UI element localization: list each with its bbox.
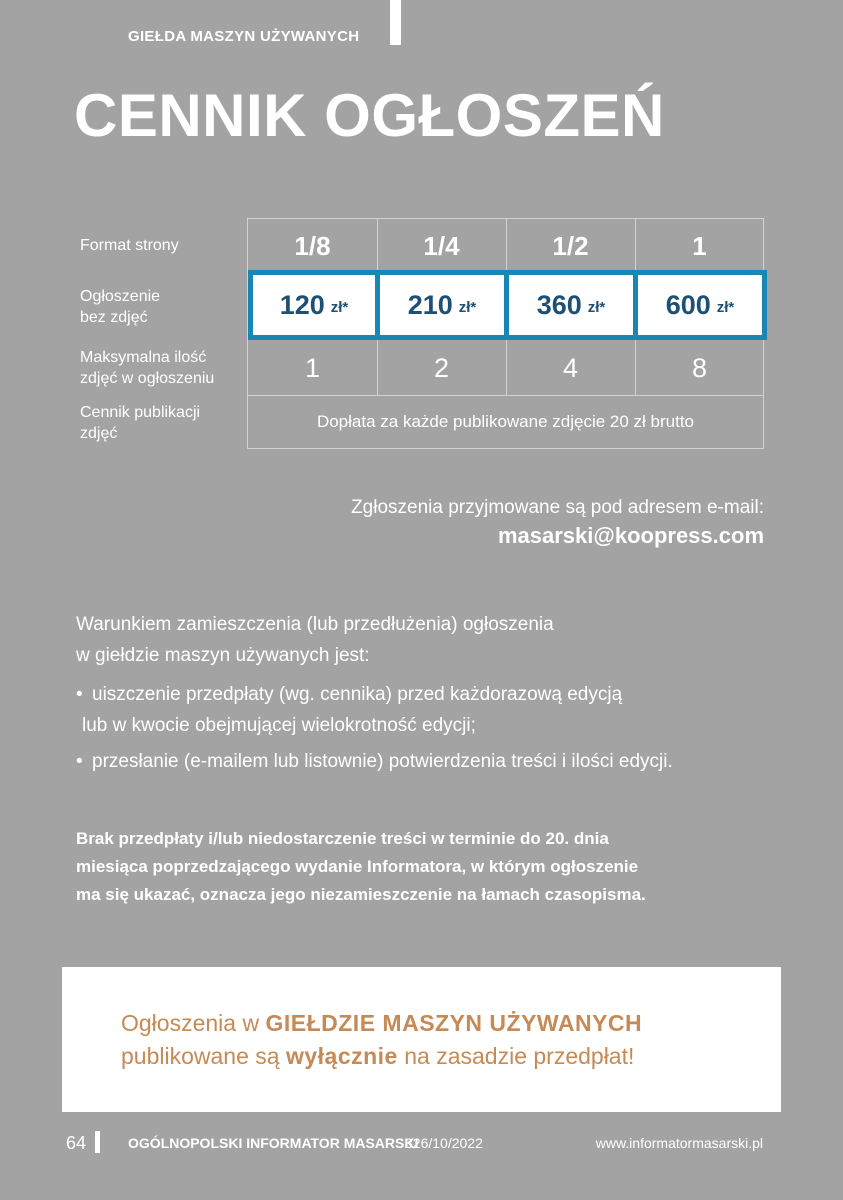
website-link[interactable]: www.informatormasarski.pl (595, 1135, 763, 1151)
photos-cell-1-4: 2 (433, 352, 450, 383)
bullet-2-text: przesłanie (e-mailem lub listownie) potwierdzenia treści i ilości edycji. (92, 751, 673, 772)
page-title: CENNIK OGŁOSZEŃ (74, 82, 665, 149)
photo-surcharge: Dopłata za każde publikowane zdjęcie 20 zł brutto (316, 411, 695, 431)
magazine-name: OGÓLNOPOLSKI INFORMATOR MASARSKI (128, 1135, 419, 1151)
photos-cell-1-8: 1 (304, 352, 321, 383)
issue-number: 326/10/2022 (405, 1135, 483, 1151)
warning-line3: ma się ukazać, oznacza jego niezamieszczenie na łamach czasopisma. (76, 885, 646, 904)
bullet-1-line2: lub w kwocie obejmującej wielokrotność edycji; (82, 715, 476, 736)
price-value: 120 (279, 289, 325, 320)
price-box-1-4 (375, 270, 509, 340)
section-label: GIEŁDA MASZYN UŻYWANYCH (128, 28, 360, 45)
price-currency: zł* (587, 298, 606, 316)
photos-cell-1: 8 (691, 352, 708, 383)
row-label-photos (80, 347, 214, 389)
contact-email[interactable]: masarski@koopress.com (497, 523, 764, 548)
conditions-intro (76, 609, 554, 671)
format-cell-1-2: 1/2 (552, 230, 589, 261)
prepayment-notice (62, 967, 781, 1112)
price-box-1-8 (248, 270, 380, 340)
notice-highlight1: GIEŁDZIE MASZYN UŻYWANYCH (265, 1010, 643, 1036)
price-value: 600 (665, 289, 711, 320)
price-currency: zł* (458, 298, 477, 316)
row-label-photo-price (80, 402, 200, 444)
row-label-price-line1: Ogłoszenie (80, 288, 161, 305)
price-box-1-2 (504, 270, 638, 340)
row-label-photos-line1: Maksymalna ilość (80, 349, 207, 366)
price-currency: zł* (716, 298, 735, 316)
price-currency: zł* (330, 298, 349, 316)
row-label-photos-line2: zdjęć w ogłoszeniu (80, 370, 215, 387)
conditions-bullet-1 (76, 679, 622, 741)
conditions-bullet-2 (76, 746, 673, 777)
price-value: 360 (536, 289, 582, 320)
header-accent-bar (390, 0, 401, 45)
row-label-format: Format strony (80, 237, 179, 254)
notice-part1: Ogłoszenia w (121, 1010, 266, 1036)
warning-line2: miesiąca poprzedzającego wydanie Informatora, w którym ogłoszenie (76, 857, 639, 876)
conditions-intro-line2: w giełdzie maszyn używanych jest: (76, 645, 370, 666)
row-label-price-line2: bez zdjęć (80, 309, 148, 326)
bullet-1-line1: uiszczenie przedpłaty (wg. cennika) przed każdorazową edycją (92, 684, 623, 705)
price-value: 210 (407, 289, 453, 320)
format-cell-1-4: 1/4 (423, 230, 460, 261)
format-cell-1-8: 1/8 (294, 230, 331, 261)
warning-text (76, 825, 646, 909)
row-label-price (80, 286, 160, 328)
format-cell-1: 1 (692, 230, 707, 261)
warning-line1: Brak przedpłaty i/lub niedostarczenie treści w terminie do 20. dnia (76, 829, 609, 848)
bullet-icon: • (76, 684, 83, 705)
bullet-icon: • (76, 751, 83, 772)
notice-text (121, 1007, 741, 1073)
contact-line: Zgłoszenia przyjmowane są pod adresem e-mail: (351, 497, 764, 518)
notice-highlight2: wyłącznie (285, 1043, 398, 1069)
price-box-1 (633, 270, 767, 340)
notice-part3: na zasadzie przedpłat! (397, 1043, 635, 1069)
row-label-photo-price-line1: Cennik publikacji (80, 404, 201, 421)
photos-cell-1-2: 4 (562, 352, 579, 383)
row-label-photo-price-line2: zdjęć (80, 425, 118, 442)
conditions-intro-line1: Warunkiem zamieszczenia (lub przedłużenia) ogłoszenia (76, 614, 554, 635)
footer-divider (95, 1131, 100, 1153)
page-number: 64 (66, 1133, 87, 1153)
notice-part2: publikowane są (121, 1043, 286, 1069)
